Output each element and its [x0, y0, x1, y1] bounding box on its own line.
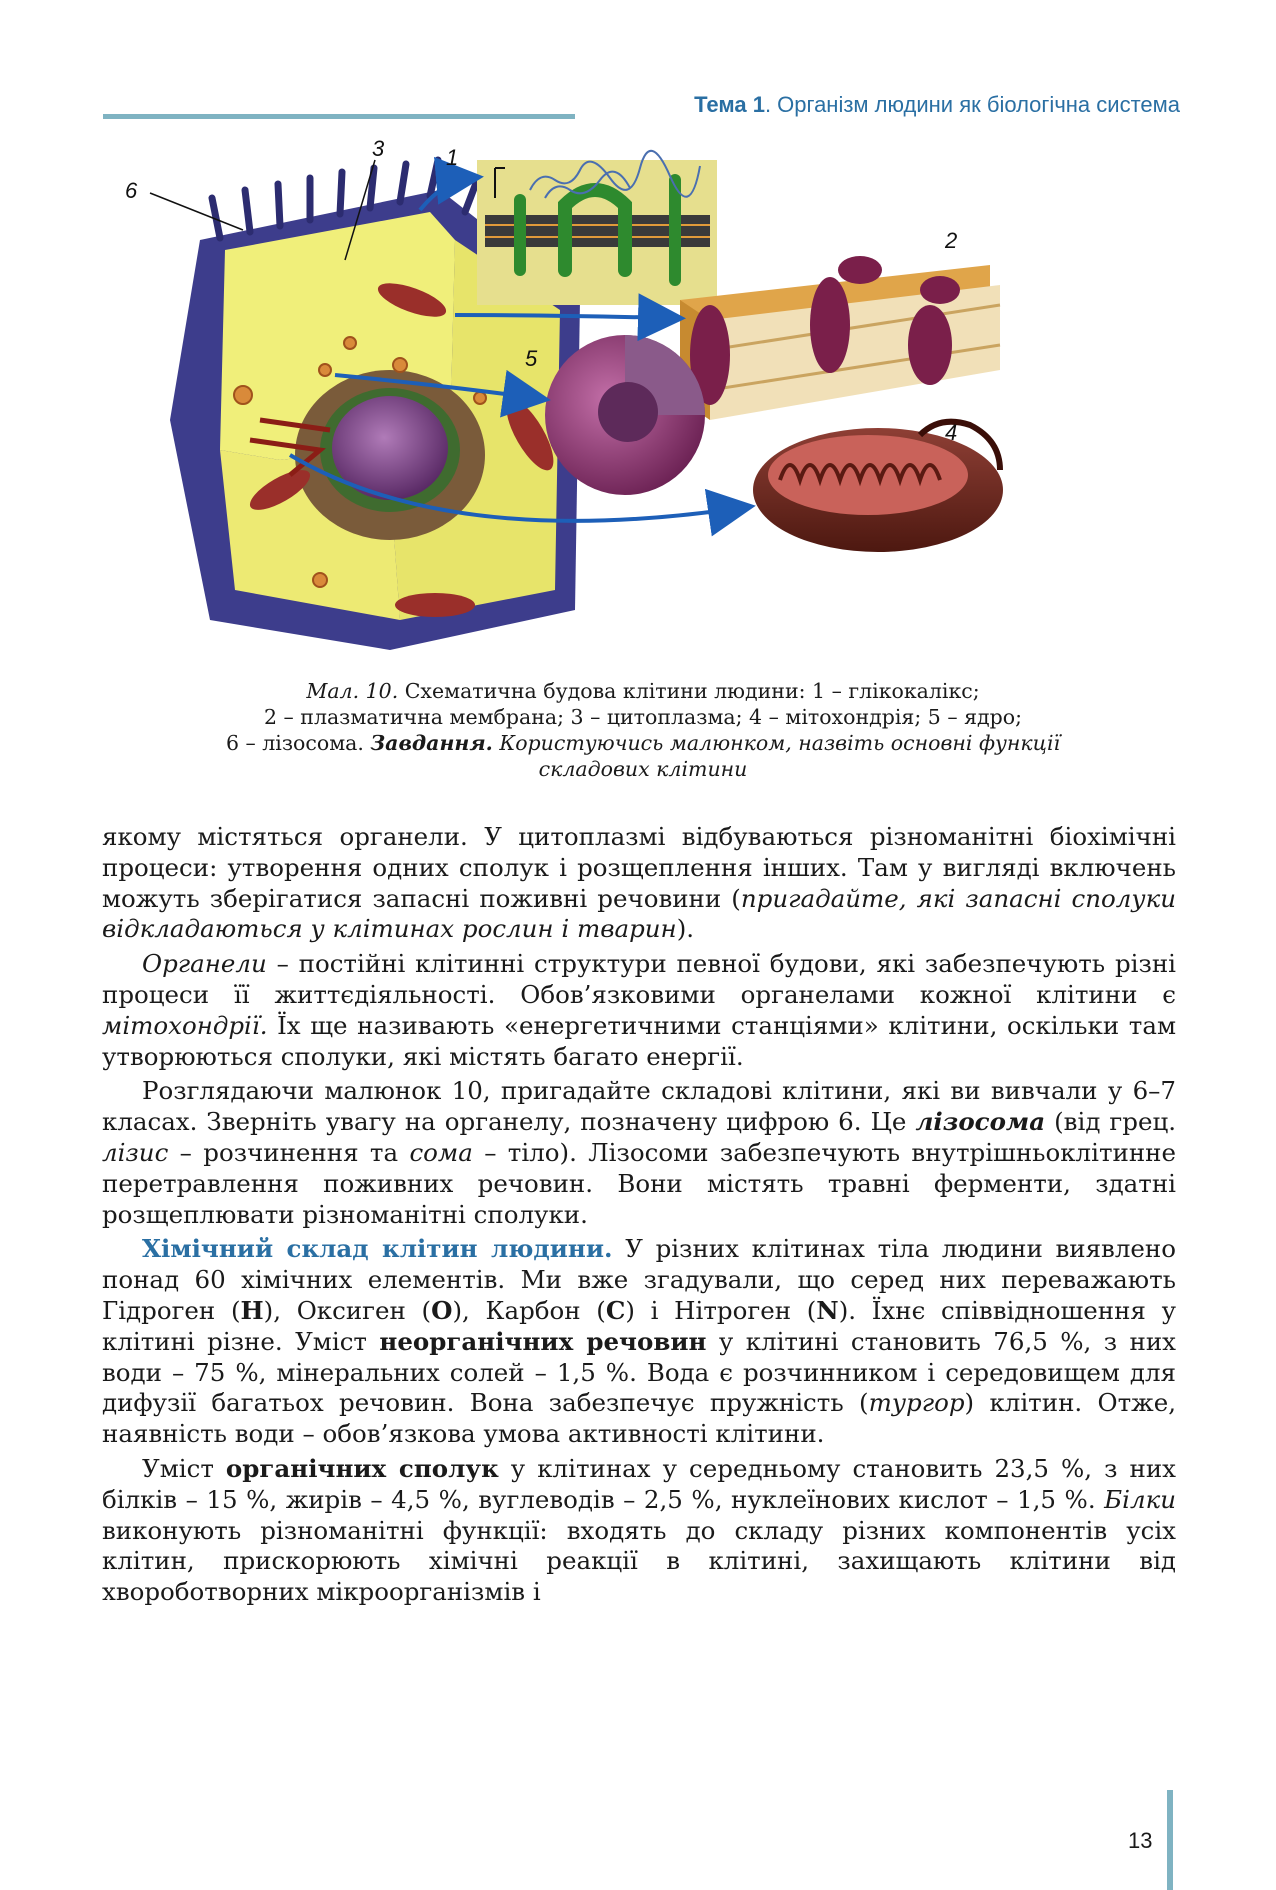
- mitochondrion-d: [395, 593, 475, 617]
- cell-figure: [125, 136, 1150, 670]
- glycocalyx-inset: [477, 151, 717, 305]
- page-number: 13: [1128, 1828, 1153, 1853]
- page-edge-rule: [1167, 1790, 1173, 1890]
- cell-diagram: [125, 136, 1150, 670]
- topic-number: Тема 1: [694, 92, 765, 117]
- plasma-membrane-model: [680, 256, 1000, 420]
- paragraph-4: Хімічний склад клітин людини. У різних клітинах тіла людини виявлено понад 60 хімічних елементів. Ми вже згадували, що серед них переважають Гідроген (H), Оксиген (O), Карбон (C) і Нітроген (N). Їхнє співвідношення у клітині різне. Уміст неорганічних речовин у клітині становить 76,5 %, з них води – 75 %, мінеральних солей – 1,5 %. Вода є розчинником і середовищем для дифузії багатьох речовин. Вона забезпечує пружність (тургор) клітин. Отже, наявність води – обов’язкова умова активності клітини.: [102, 1234, 1177, 1449]
- label-1: 1: [446, 145, 459, 170]
- topic-title: . Організм людини як біологічна система: [764, 92, 1180, 117]
- paragraph-2: Органели – постійні клітинні структури певної будови, які забезпечують різні процеси її життєдіяльності. Обов’язковими органелами кожної клітини є мітохондрії. Їх ще називають «енергетичними станціями» клітини, оскільки там утворюються сполуки, які містять багато енергії.: [102, 949, 1176, 1071]
- nucleus-model: [545, 335, 705, 495]
- label-6: 6: [125, 178, 138, 203]
- membrane-protein-b: [810, 277, 850, 373]
- running-header: [694, 92, 1180, 118]
- paragraph-5: Уміст органічних сполук у клітинах у середньому становить 23,5 %, з них білків – 15 %, жирів – 4,5 %, вуглеводів – 2,5 %, нуклеїнових кислот – 1,5 %. Білки виконують різноманітні функції: входять до складу різних компонентів усіх клітин, прискорюють хімічні реакції в клітині, захищають клітини від хвороботворних мікроорганізмів і: [102, 1453, 1176, 1607]
- lysosome: [234, 386, 252, 404]
- label-2: 2: [945, 228, 958, 253]
- caption-task-label: Завдання.: [370, 731, 493, 755]
- paragraph-1: якому містяться органели. У цитоплазмі відбуваються різноманітні біохімічні процеси: утворення одних сполук і розщеплення інших. Там у вигляді включень можуть зберігатися запасні поживні речовини (пригадайте, які запасні сполуки відкладаються у клітинах рослин і тварин).: [102, 822, 1176, 944]
- paragraph-3: Розглядаючи малюнок 10, пригадайте складові клітини, які ви вивчали у 6–7 класах. Зверніть увагу на органелу, позначену цифрою 6. Це лізосома (від грец. лізис – розчинення та сома – тіло). Лізосоми забезпечують внутрішньоклітинне перетравлення поживних речовин. Вони містять травні ферменти, здатні розщеплювати різноманітні сполуки.: [102, 1076, 1176, 1229]
- section-heading: Хімічний склад клітин людини.: [142, 1234, 613, 1264]
- mitochondrion-model: [753, 422, 1003, 552]
- header-rule: [103, 114, 575, 119]
- label-4: 4: [945, 420, 958, 445]
- main-text: [102, 822, 1176, 1612]
- caption-figure-ref: Мал. 10.: [306, 679, 399, 703]
- figure-caption: Мал. 10. Схематична будова клітини людини: 1 – глікокалікс; 2 – плазматична мембрана; 3 – цитоплазма; 4 – мітохондрія; 5 – ядро; 6 – лізосома. Завдання. Користуючись малюнком, назвіть основні функції складових клітини: [225, 679, 1061, 781]
- label-5: 5: [525, 346, 538, 371]
- label-3: 3: [372, 136, 385, 161]
